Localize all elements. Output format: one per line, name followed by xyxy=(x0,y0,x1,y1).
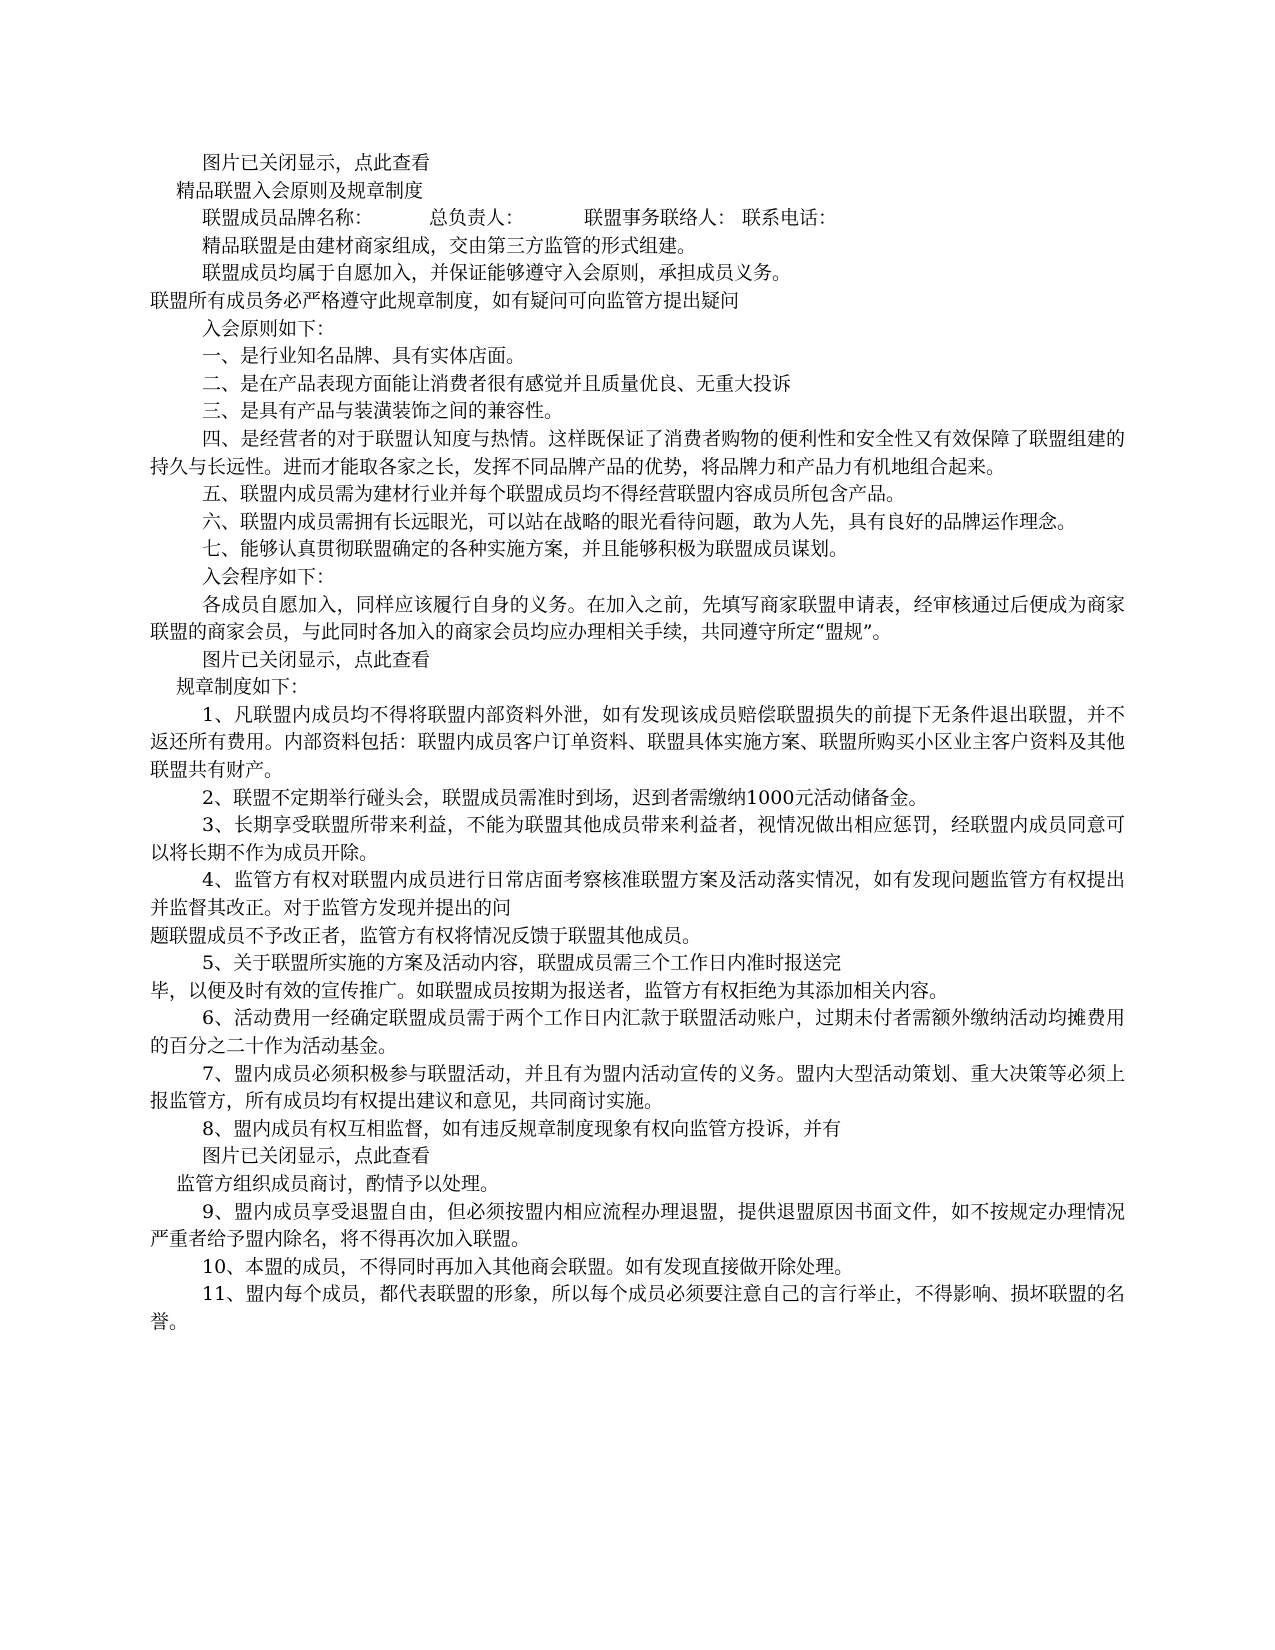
manager-label: 总负责人： xyxy=(429,207,525,230)
principle-item: 四、是经营者的对于联盟认知度与热情。这样既保证了消费者购物的便利性和安全性又有效保障了联盟组建的持久与长远性。进而才能取各家之长，发挥不同品牌产品的优势，将品牌力和产品力有机地组合起来。 xyxy=(150,427,1125,478)
principle-item: 五、联盟内成员需为建材行业并每个联盟成员均不得经营联盟内容成员所包含产品。 xyxy=(202,483,906,506)
principles-heading: 入会原则如下： xyxy=(202,317,336,340)
rule-item: 10、本盟的成员，不得同时再加入其他商会联盟。如有发现直接做开除处理。 xyxy=(202,1255,854,1278)
liaison-label: 联盟事务联络人： xyxy=(584,207,737,230)
document-body xyxy=(150,150,1125,1337)
procedure-heading: 入会程序如下： xyxy=(202,565,336,588)
image-placeholder-link[interactable]: 图片已关闭显示，点此查看 xyxy=(202,648,431,671)
intro-paragraph: 联盟所有成员务必严格遵守此规章制度，如有疑问可向监管方提出疑问 xyxy=(150,289,740,312)
rule-item: 1、凡联盟内成员均不得将联盟内部资料外泄，如有发现该成员赔偿联盟损失的前提下无条件退出联盟，并不返还所有费用。内部资料包括：联盟内成员客户订单资料、联盟具体实施方案、联盟所购买小区业主客户资料及其他联盟共有财产。 xyxy=(150,703,1125,782)
image-placeholder-link[interactable]: 图片已关闭显示，点此查看 xyxy=(202,152,431,174)
member-info-fields xyxy=(150,205,1125,233)
phone-label: 联系电话： xyxy=(742,207,838,230)
procedure-paragraph: 各成员自愿加入，同样应该履行自身的义务。在加入之前，先填写商家联盟申请表，经审核通过后便成为商家联盟的商家会员，与此同时各加入的商家会员均应办理相关手续，共同遵守所定“盟规”。 xyxy=(150,593,1125,644)
document-title: 精品联盟入会原则及规章制度 xyxy=(176,179,424,202)
principle-item: 一、是行业知名品牌、具有实体店面。 xyxy=(202,345,526,368)
principle-item: 六、联盟内成员需拥有长远眼光，可以站在战略的眼光看待问题，敢为人先，具有良好的品牌运作理念。 xyxy=(202,510,1077,533)
intro-paragraph: 精品联盟是由建材商家组成，交由第三方监管的形式组建。 xyxy=(202,234,697,257)
rule-item-continuation: 毕，以便及时有效的宣传推广。如联盟成员按期为报送者，监管方有权拒绝为其添加相关内容。 xyxy=(150,979,949,1002)
rule-item: 3、长期享受联盟所带来利益，不能为联盟其他成员带来利益者，视情况做出相应惩罚，经联盟内成员同意可以将长期不作为成员开除。 xyxy=(150,814,1125,864)
principle-item: 二、是在产品表现方面能让消费者很有感觉并且质量优良、无重大投诉 xyxy=(202,372,792,395)
rule-item: 2、联盟不定期举行碰头会，联盟成员需准时到场，迟到者需缴纳1000元活动储备金。 xyxy=(202,786,928,809)
intro-paragraph: 联盟成员均属于自愿加入，并保证能够遵守入会原则，承担成员义务。 xyxy=(202,262,792,285)
rule-item: 7、盟内成员必须积极参与联盟活动，并且有为盟内活动宣传的义务。盟内大型活动策划、重大决策等必须上报监管方，所有成员均有权提出建议和意见，共同商讨实施。 xyxy=(150,1062,1125,1113)
rule-item-continuation: 监管方组织成员商讨，酌情予以处理。 xyxy=(176,1172,500,1195)
rule-item: 6、活动费用一经确定联盟成员需于两个工作日内汇款于联盟活动账户，过期未付者需额外缴纳活动均摊费用的百分之二十作为活动基金。 xyxy=(150,1007,1125,1057)
principle-item: 七、能够认真贯彻联盟确定的各种实施方案，并且能够积极为联盟成员谋划。 xyxy=(202,538,849,561)
principle-item: 三、是具有产品与装潢装饰之间的兼容性。 xyxy=(202,400,564,423)
rule-item: 11、盟内每个成员，都代表联盟的形象，所以每个成员必须要注意自己的言行举止，不得影响、损坏联盟的名誉。 xyxy=(150,1283,1125,1333)
rule-item-continuation: 题联盟成员不予改正者，监管方有权将情况反馈于联盟其他成员。 xyxy=(150,924,702,947)
brand-name-label: 联盟成员品牌名称： xyxy=(202,207,374,230)
rule-item: 9、盟内成员享受退盟自由，但必须按盟内相应流程办理退盟，提供退盟原因书面文件，如不按规定办理情况严重者给予盟内除名，将不得再次加入联盟。 xyxy=(150,1200,1125,1251)
rule-item: 8、盟内成员有权互相监督，如有违反规章制度现象有权向监管方投诉，并有 xyxy=(202,1117,842,1140)
rule-item: 5、关于联盟所实施的方案及活动内容，联盟成员需三个工作日内准时报送完 xyxy=(202,952,842,975)
image-placeholder-link[interactable]: 图片已关闭显示，点此查看 xyxy=(202,1145,431,1168)
rule-item: 4、监管方有权对联盟内成员进行日常店面考察核准联盟方案及活动落实情况，如有发现问题监管方有权提出并监督其改正。对于监管方发现并提出的问 xyxy=(150,869,1125,920)
rules-heading: 规章制度如下： xyxy=(176,676,310,699)
